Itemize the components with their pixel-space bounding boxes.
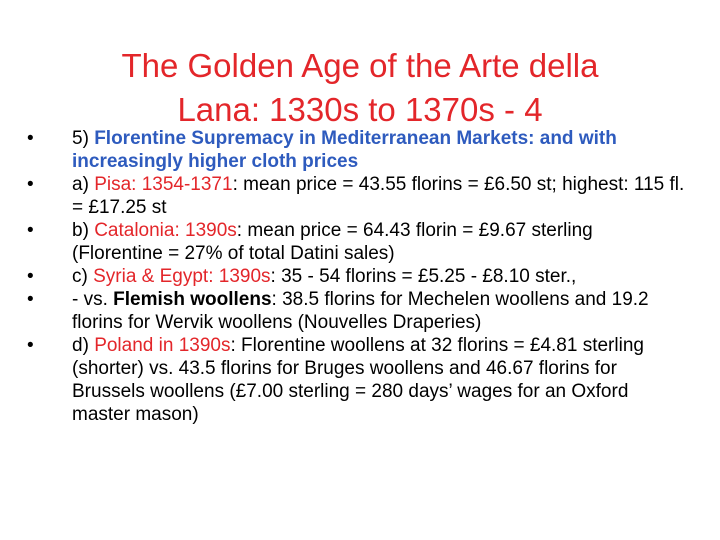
title-line-1: The Golden Age of the Arte della (121, 47, 599, 85)
bullet-highlight: Catalonia: 1390s (94, 220, 237, 241)
bullet-highlight: Pisa: 1354-1371 (94, 174, 233, 195)
bullet-item-pisa (27, 173, 687, 219)
bullet-dot-icon: • (27, 335, 34, 356)
bullet-prefix: - vs. (72, 289, 114, 310)
bullet-highlight: Syria & Egypt: 1390s (93, 266, 271, 287)
bullet-item-poland (27, 334, 687, 426)
bullet-dot-icon: • (27, 174, 34, 195)
bullet-item-catalonia (27, 219, 687, 265)
bullet-item-florentine-supremacy (27, 127, 687, 173)
bullet-highlight: Florentine Supremacy in Mediterranean Markets: and with increasingly higher cloth prices (72, 128, 617, 172)
bullet-prefix: 5) (72, 128, 95, 149)
slide-title (40, 44, 680, 132)
bullet-text: : mean price = 43.55 florins = £6.50 st; highest: 115 fl. = £17.25 st (72, 174, 685, 218)
bullet-text: : 35 - 54 florins = £5.25 - £8.10 ster., (270, 266, 577, 287)
bullet-highlight: Flemish woollens (113, 289, 272, 310)
bullet-prefix: b) (72, 220, 95, 241)
bullet-text: : mean price = 64.43 florin = £9.67 sterling (Florentine = 27% of total Datini sales) (72, 220, 593, 264)
bullet-dot-icon: • (27, 128, 34, 149)
bullet-list (27, 127, 687, 426)
bullet-item-syria-egypt (27, 265, 687, 288)
bullet-text: : Florentine woollens at 32 florins = £4.81 sterling (shorter) vs. 43.5 florins for Bruges woollens and 46.67 florins for Brussels woollens (£7.00 sterling = 280 days’ wages for an Oxford master mason) (72, 335, 644, 425)
bullet-prefix: c) (72, 266, 94, 287)
bullet-highlight: Poland in 1390s (94, 335, 231, 356)
bullet-text: : 38.5 florins for Mechelen woollens and 19.2 florins for Wervik woollens (Nouvelles Draperies) (72, 289, 649, 333)
title-line-2: Lana: 1330s to 1370s - 4 (177, 91, 543, 129)
bullet-dot-icon: • (27, 266, 34, 287)
bullet-dot-icon: • (27, 220, 34, 241)
bullet-dot-icon: • (27, 289, 34, 310)
bullet-prefix: d) (72, 335, 95, 356)
bullet-prefix: a) (72, 174, 95, 195)
bullet-item-flemish-woollens (27, 288, 687, 334)
